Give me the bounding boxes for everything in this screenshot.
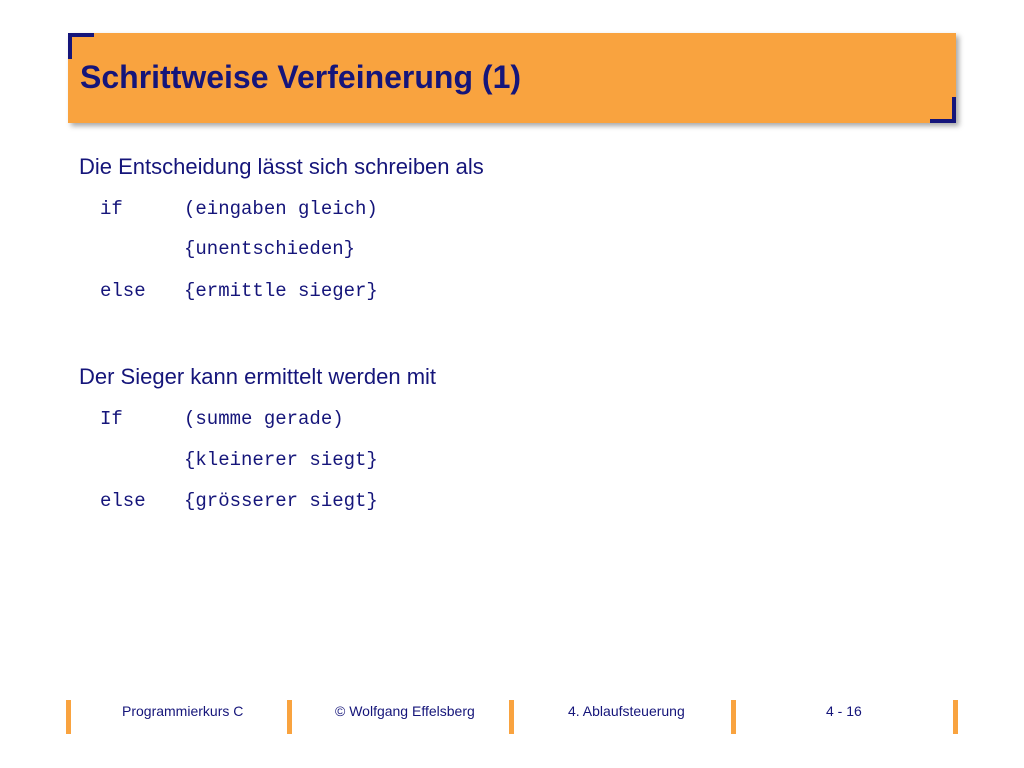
corner-mark-top-left — [68, 33, 94, 37]
code-keyword: else — [100, 490, 146, 512]
footer-course: Programmierkurs C — [122, 703, 244, 719]
title-bar — [68, 33, 956, 123]
code-line: {grösserer siegt} — [184, 490, 378, 512]
footer-divider — [509, 700, 514, 734]
code-keyword: If — [100, 408, 123, 430]
section1-heading: Die Entscheidung lässt sich schreiben als — [79, 154, 484, 179]
code-line: {kleinerer siegt} — [184, 449, 378, 471]
footer-divider — [287, 700, 292, 734]
footer-divider — [731, 700, 736, 734]
code-line: (summe gerade) — [184, 408, 344, 430]
footer-divider — [66, 700, 71, 734]
code-line: {ermittle sieger} — [184, 280, 378, 302]
code-line: (eingaben gleich) — [184, 198, 378, 220]
slide-title: Schrittweise Verfeinerung (1) — [80, 59, 522, 95]
section2-heading: Der Sieger kann ermittelt werden mit — [79, 364, 437, 389]
code-keyword: else — [100, 280, 146, 302]
code-keyword: if — [100, 198, 123, 220]
footer-chapter: 4. Ablaufsteuerung — [568, 703, 685, 719]
footer-page-number: 4 - 16 — [826, 703, 862, 719]
footer-divider — [953, 700, 958, 734]
corner-mark-bottom-right — [930, 119, 956, 123]
footer-author: © Wolfgang Effelsberg — [335, 703, 475, 719]
code-line: {unentschieden} — [184, 238, 356, 260]
